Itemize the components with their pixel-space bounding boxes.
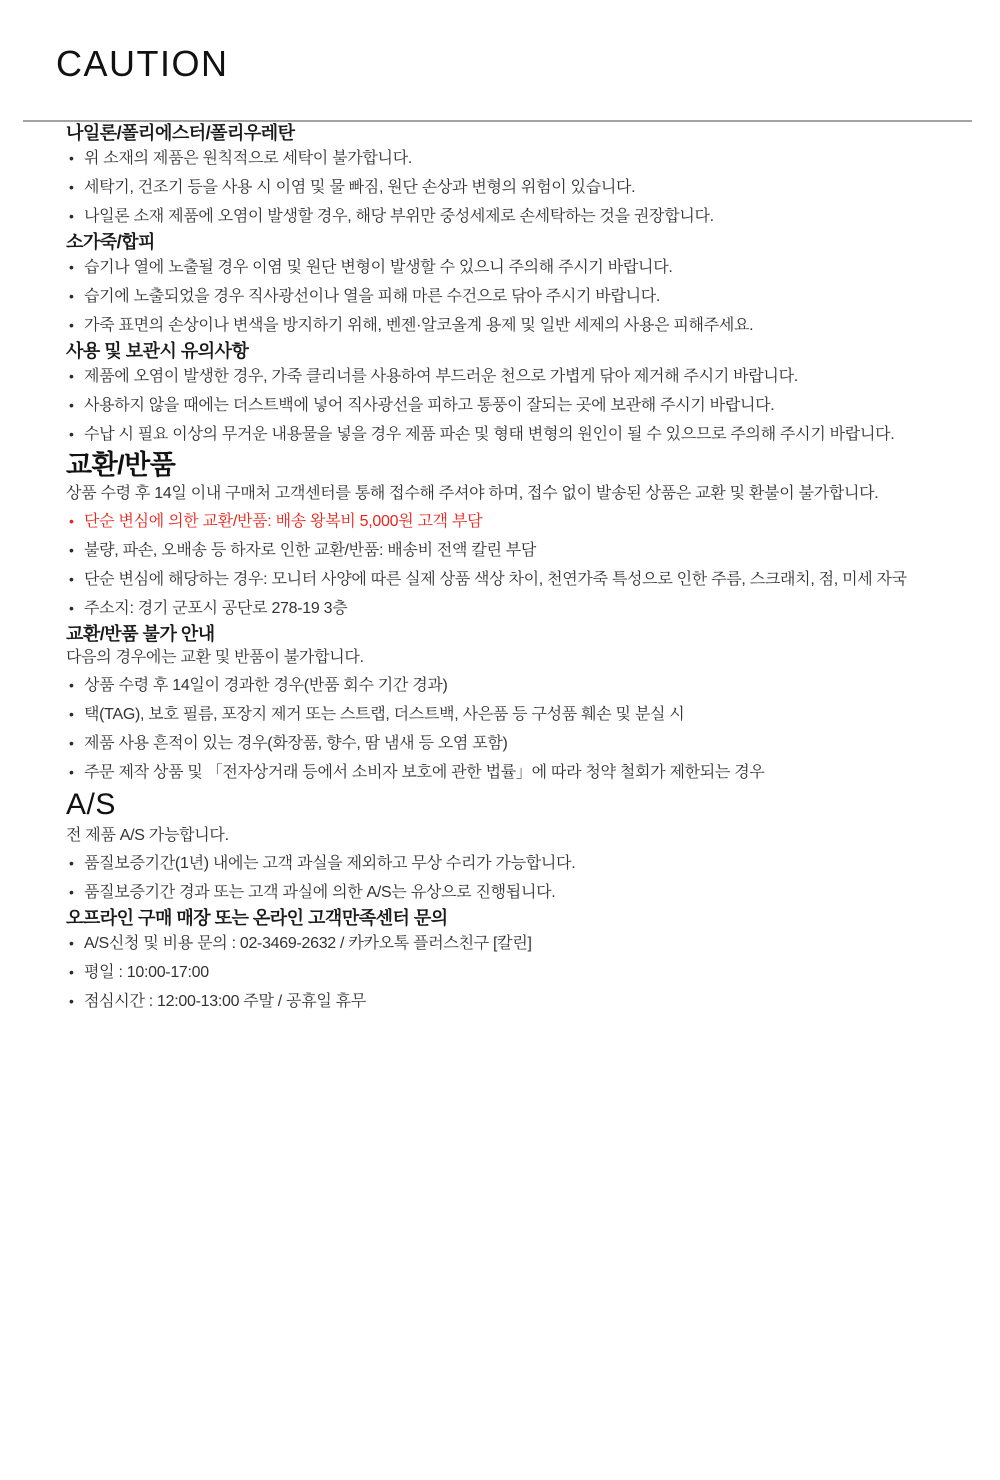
list-item: • 택(TAG), 보호 필름, 포장지 제거 또는 스트랩, 더스트백, 사은품 등 구성품 훼손 및 분실 시 [66, 700, 960, 729]
exchange-not-allowed-list [66, 671, 960, 787]
highlighted-list-item: • 단순 변심에 의한 교환/반품: 배송 왕복비 5,000원 고객 부담 [66, 507, 960, 536]
list-item: • 수납 시 필요 이상의 무거운 내용물을 넣을 경우 제품 파손 및 형태 변형의 원인이 될 수 있으므로 주의해 주시기 바랍니다. [66, 420, 960, 449]
list-item: • 가죽 표면의 손상이나 변색을 방지하기 위해, 벤젠·알코올계 용제 및 일반 세제의 사용은 피해주세요. [66, 311, 960, 340]
exchange-intro: 상품 수령 후 14일 이내 구매처 고객센터를 통해 접수해 주셔야 하며, 접수 없이 발송된 상품은 교환 및 환불이 불가합니다. [66, 485, 879, 502]
list-item: • 주문 제작 상품 및 「전자상거래 등에서 소비자 보호에 관한 법률」에 따라 청약 철회가 제한되는 경우 [66, 758, 960, 787]
list-item: • 제품에 오염이 발생한 경우, 가죽 클리너를 사용하여 부드러운 천으로 가볍게 닦아 제거해 주시기 바랍니다. [66, 362, 960, 391]
list-item: • 평일 : 10:00-17:00 [66, 958, 960, 987]
storage-care-heading: 사용 및 보관시 유의사항 [66, 341, 249, 361]
section-exchange-return [66, 449, 960, 787]
list-item: • 불량, 파손, 오배송 등 하자로 인한 교환/반품: 배송비 전액 칼린 부담 [66, 536, 960, 565]
page-title: CAUTION [56, 43, 229, 84]
list-item: • 상품 수령 후 14일이 경과한 경우(반품 회수 기간 경과) [66, 671, 960, 700]
section-leather-care [66, 231, 960, 340]
list-item: • 품질보증기간(1년) 내에는 고객 과실을 제외하고 무상 수리가 가능합니다. [66, 849, 960, 878]
list-item: • 습기에 노출되었을 경우 직사광선이나 열을 피해 마른 수건으로 닦아 주시기 바랍니다. [66, 282, 960, 311]
leather-care-heading: 소가죽/합피 [66, 232, 155, 252]
list-item: • 제품 사용 흔적이 있는 경우(화장품, 향수, 땀 냄새 등 오염 포함) [66, 729, 960, 758]
exchange-not-allowed-intro: 다음의 경우에는 교환 및 반품이 불가합니다. [66, 649, 364, 666]
list-item: • 위 소재의 제품은 원칙적으로 세탁이 불가합니다. [66, 144, 960, 173]
list-item: • 단순 변심에 해당하는 경우: 모니터 사양에 따른 실제 상품 색상 차이, 천연가죽 특성으로 인한 주름, 스크래치, 점, 미세 자국 [66, 565, 960, 594]
list-item: • 주소지: 경기 군포시 공단로 278-19 3층 [66, 594, 960, 623]
list-item: • 습기나 열에 노출될 경우 이염 및 원단 변형이 발생할 수 있으니 주의해 주시기 바랍니다. [66, 253, 960, 282]
after-service-heading: A/S [66, 788, 116, 821]
list-item: • 품질보증기간 경과 또는 고객 과실에 의한 A/S는 유상으로 진행됩니다. [66, 878, 960, 907]
list-item: • 나일론 소재 제품에 오염이 발생할 경우, 해당 부위만 중성세제로 손세탁하는 것을 권장합니다. [66, 202, 960, 231]
page-content [66, 122, 960, 1016]
exchange-list [66, 507, 960, 623]
contact-heading: 오프라인 구매 매장 또는 온라인 고객만족센터 문의 [66, 908, 448, 928]
exchange-heading: 교환/반품 [66, 450, 176, 480]
material-care-list [66, 144, 960, 231]
list-item: • 세탁기, 건조기 등을 사용 시 이염 및 물 빠짐, 원단 손상과 변형의 위험이 있습니다. [66, 173, 960, 202]
after-service-intro: 전 제품 A/S 가능합니다. [66, 827, 229, 844]
list-item: • A/S신청 및 비용 문의 : 02-3469-2632 / 카카오톡 플러스친구 [칼린] [66, 929, 960, 958]
exchange-not-allowed-heading: 교환/반품 불가 안내 [66, 624, 215, 644]
storage-care-list [66, 362, 960, 449]
contact-list [66, 929, 960, 1016]
section-material-care [66, 122, 960, 231]
list-item: • 점심시간 : 12:00-13:00 주말 / 공휴일 휴무 [66, 987, 960, 1016]
material-care-heading: 나일론/폴리에스터/폴리우레탄 [66, 123, 295, 143]
section-after-service [66, 787, 960, 1016]
after-service-list [66, 849, 960, 907]
leather-care-list [66, 253, 960, 340]
section-storage-care [66, 340, 960, 449]
list-item: • 사용하지 않을 때에는 더스트백에 넣어 직사광선을 피하고 통풍이 잘되는 곳에 보관해 주시기 바랍니다. [66, 391, 960, 420]
